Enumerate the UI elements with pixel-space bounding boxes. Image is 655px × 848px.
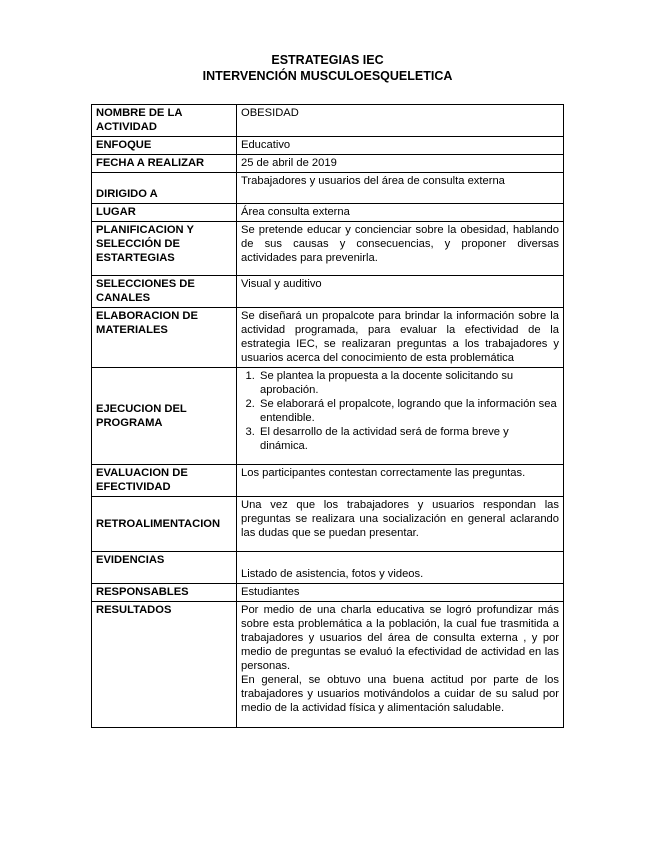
label-resultados: RESULTADOS xyxy=(92,602,237,728)
ejecucion-steps xyxy=(241,369,559,453)
value-elaboracion: Se diseñará un propalcote para brindar la información sobre la actividad programada, para evaluar la efectividad de la estrategia IEC, se realizaran preguntas a los trabajadores y usuarios acerca del conocimiento de esta problemática xyxy=(237,308,564,368)
row-ejecucion xyxy=(92,368,564,465)
value-responsables: Estudiantes xyxy=(237,584,564,602)
row-selecciones xyxy=(92,276,564,308)
label-nombre: NOMBRE DE LA ACTIVIDAD xyxy=(92,105,237,137)
label-retro: RETROALIMENTACION xyxy=(92,497,237,552)
row-lugar xyxy=(92,204,564,222)
value-evidencias: Listado de asistencia, fotos y videos. xyxy=(237,552,564,584)
value-retro: Una vez que los trabajadores y usuarios respondan las preguntas se realizara una socialización en general aclarando las dudas que se puedan presentar. xyxy=(237,497,564,552)
label-dirigido: DIRIGIDO A xyxy=(92,173,237,204)
label-evaluacion: EVALUACION DE EFECTIVIDAD xyxy=(92,465,237,497)
ejecucion-step: 1. Se plantea la propuesta a la docente solicitando su aprobación. xyxy=(258,369,559,397)
label-evidencias: EVIDENCIAS xyxy=(92,552,237,584)
strategy-table xyxy=(91,104,564,728)
label-elaboracion: ELABORACION DE MATERIALES xyxy=(92,308,237,368)
value-lugar: Área consulta externa xyxy=(237,204,564,222)
label-enfoque: ENFOQUE xyxy=(92,137,237,155)
ejecucion-step: 2. Se elaborará el propalcote, logrando que la información sea entendible. xyxy=(258,397,559,425)
label-ejecucion: EJECUCION DEL PROGRAMA xyxy=(92,368,237,465)
ejecucion-step: 3. El desarrollo de la actividad será de forma breve y dinámica. xyxy=(258,425,559,453)
value-dirigido: Trabajadores y usuarios del área de consulta externa xyxy=(237,173,564,204)
row-evidencias xyxy=(92,552,564,584)
resultados-paragraph: Por medio de una charla educativa se logró profundizar más sobre esta problemática a la población, la cual fue trasmitida a trabajadores y usuarios del área de consulta externa , y por medio de preguntas se evaluó la efectividad de actividad en las personas. xyxy=(241,604,559,672)
row-retro xyxy=(92,497,564,552)
label-responsables: RESPONSABLES xyxy=(92,584,237,602)
value-planificacion: Se pretende educar y concienciar sobre la obesidad, hablando de sus causas y consecuencias, y proponer diversas actividades para prevenirla. xyxy=(237,222,564,276)
label-fecha: FECHA A REALIZAR xyxy=(92,155,237,173)
value-nombre: OBESIDAD xyxy=(237,105,564,137)
value-selecciones: Visual y auditivo xyxy=(237,276,564,308)
row-fecha xyxy=(92,155,564,173)
document-subtitle: INTERVENCIÓN MUSCULOESQUELETICA xyxy=(202,69,453,83)
value-enfoque: Educativo xyxy=(237,137,564,155)
row-enfoque xyxy=(92,137,564,155)
resultados-paragraph: En general, se obtuvo una buena actitud por parte de los trabajadores y usuarios motivándolos a cuidar de su salud por medio de la actividad física y alimentación saludable. xyxy=(241,674,559,714)
value-resultados xyxy=(237,602,564,728)
document-header xyxy=(0,52,655,84)
value-fecha: 25 de abril de 2019 xyxy=(237,155,564,173)
document-title: ESTRATEGIAS IEC xyxy=(271,53,384,67)
row-evaluacion xyxy=(92,465,564,497)
label-planificacion: PLANIFICACION Y SELECCIÓN DE ESTARTEGIAS xyxy=(92,222,237,276)
row-elaboracion xyxy=(92,308,564,368)
row-dirigido xyxy=(92,173,564,204)
label-selecciones: SELECCIONES DE CANALES xyxy=(92,276,237,308)
row-planificacion xyxy=(92,222,564,276)
value-evaluacion: Los participantes contestan correctamente las preguntas. xyxy=(237,465,564,497)
value-ejecucion xyxy=(237,368,564,465)
label-lugar: LUGAR xyxy=(92,204,237,222)
row-nombre xyxy=(92,105,564,137)
row-responsables xyxy=(92,584,564,602)
row-resultados xyxy=(92,602,564,728)
